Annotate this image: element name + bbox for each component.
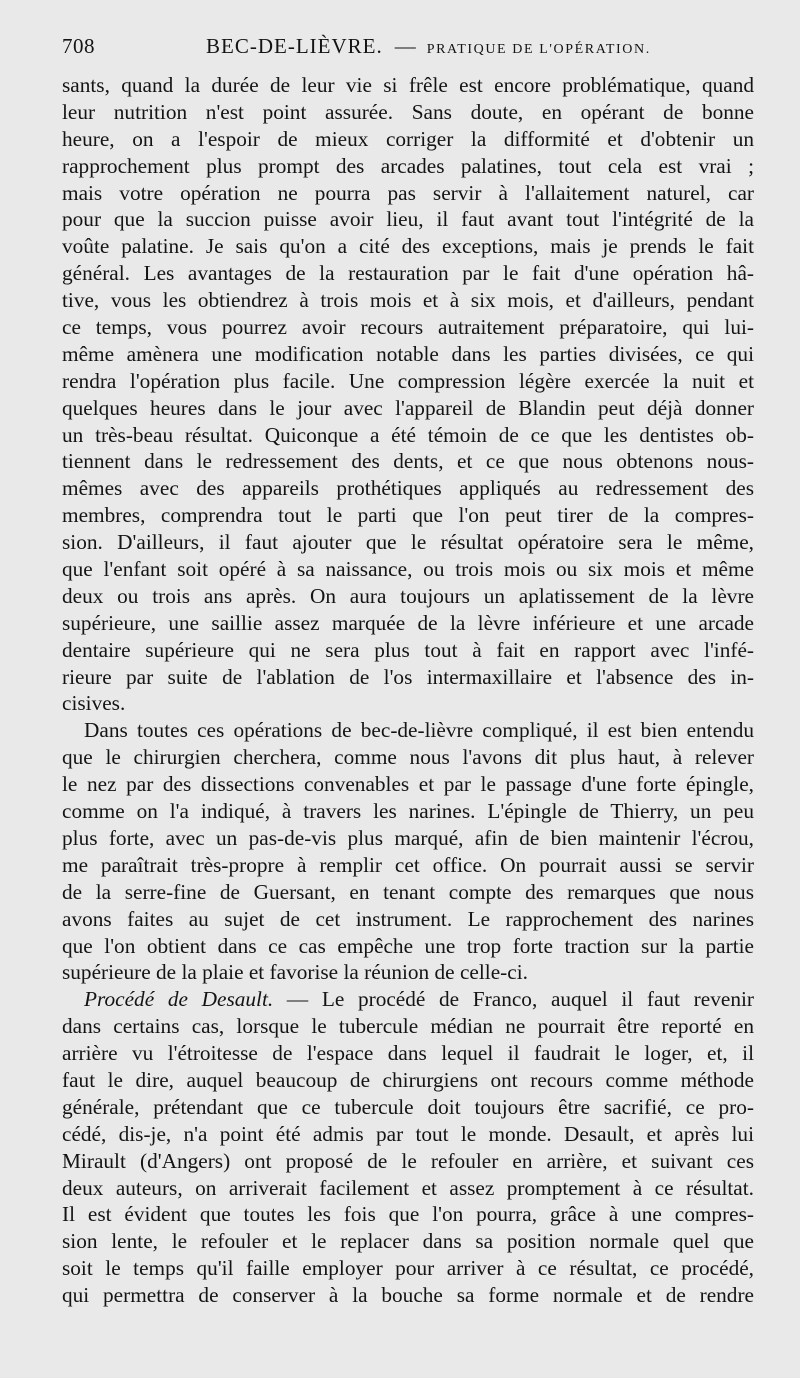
text-line: comme on l'a indiqué, à travers les narines. L'épingle de Thierry, un peu	[62, 799, 754, 824]
text-line: arrière vu l'étroitesse de l'espace dans lequel il faudrait le loger, et, il	[62, 1041, 754, 1066]
text-line: faut le dire, auquel beaucoup de chirurgiens ont recours comme méthode	[62, 1067, 754, 1092]
running-header	[62, 34, 754, 64]
text-line: sion. D'ailleurs, il faut ajouter que le résultat opératoire sera le même,	[62, 530, 754, 555]
text-line: supérieure, une saillie assez marquée de la lèvre inférieure et une arcade	[62, 610, 754, 635]
text-line: rendra l'opération plus facile. Une compression légère exercée la nuit et	[62, 368, 754, 393]
text-line: tiennent dans le redressement des dents, et ce que nous obtenons nous-	[62, 449, 754, 474]
text-line: un très-beau résultat. Quiconque a été témoin de ce que les dentistes ob-	[62, 422, 754, 447]
text-line: Dans toutes ces opérations de bec-de-lièvre compliqué, il est bien entendu	[84, 718, 754, 743]
text-line: même amènera une modification notable dans les parties divisées, ce qui	[62, 341, 754, 366]
text-line: me paraîtrait très-propre à remplir cet office. On pourrait aussi se servir	[62, 852, 754, 877]
text-line: mêmes avec des appareils prothétiques appliqués au redressement des	[62, 476, 754, 501]
text-line: cisives.	[62, 691, 126, 716]
text-line: leur nutrition n'est point assurée. Sans doute, en opérant de bonne	[62, 99, 754, 124]
text-line: dentaire supérieure qui ne sera plus tout à fait en rapport avec l'infé-	[62, 637, 754, 662]
text-line: mais votre opération ne pourra pas servir à l'allaitement naturel, car	[62, 180, 754, 205]
text-line: rieure par suite de l'ablation de l'os intermaxillaire et l'absence des in-	[62, 664, 754, 689]
text-line: de la serre-fine de Guersant, en tenant compte des remarques que nous	[62, 879, 754, 904]
text-line: générale, prétendant que ce tubercule doit toujours être sacrifié, ce pro-	[62, 1094, 754, 1119]
text-line: deux auteurs, on arriverait facilement et assez promptement à ce résultat.	[62, 1175, 754, 1200]
body-text	[62, 72, 754, 1309]
section-heading: Procédé de Desault.	[84, 987, 274, 1012]
text-line: membres, comprendra tout le parti que l'on peut tirer de la compres-	[62, 503, 754, 528]
text-line: dans certains cas, lorsque le tubercule médian ne pourrait être reporté en	[62, 1014, 754, 1039]
text-line: général. Les avantages de la restauration par le fait d'une opération hâ-	[62, 261, 754, 286]
running-title-subtitle: PRATIQUE DE L'OPÉRATION.	[426, 42, 651, 57]
running-title-main: BEC-DE-LIÈVRE.	[206, 34, 383, 58]
text-line: soit le temps qu'il faille employer pour arriver à ce résultat, ce procédé,	[62, 1256, 754, 1281]
text-line: que l'enfant soit opéré à sa naissance, ou trois mois ou six mois et même	[62, 557, 754, 582]
text-line: sion lente, le refouler et le replacer dans sa position normale quel que	[62, 1229, 754, 1254]
running-title	[206, 34, 651, 59]
text-line: pour que la succion puisse avoir lieu, il faut avant tout l'intégrité de la	[62, 207, 754, 232]
text-line: voûte palatine. Je sais qu'on a cité des exceptions, mais je prends le fait	[62, 234, 754, 259]
text-line: supérieure de la plaie et favorise la réunion de celle-ci.	[62, 960, 528, 985]
text-line: qui permettra de conserver à la bouche sa forme normale et de rendre	[62, 1283, 754, 1308]
text-line: Il est évident que toutes les fois que l'on pourra, grâce à une compres-	[62, 1202, 754, 1227]
text-line: heure, on a l'espoir de mieux corriger la difformité et d'obtenir un	[62, 126, 754, 151]
running-title-separator: —	[394, 34, 417, 58]
text-line: quelques heures dans le jour avec l'appareil de Blandin peut déjà donner	[62, 395, 754, 420]
text-line	[62, 986, 754, 1013]
text-line: cédé, dis-je, n'a point été admis par tout le monde. Desault, et après lui	[62, 1121, 754, 1146]
text-line: plus forte, avec un pas-de-vis plus marqué, afin de bien maintenir l'écrou,	[62, 825, 754, 850]
text-line: Mirault (d'Angers) ont proposé de le refouler en arrière, et suivant ces	[62, 1148, 754, 1173]
text-line: le nez par des dissections convenables et par le passage d'une forte épingle,	[62, 772, 754, 797]
text-line: que l'on obtient dans ce cas empêche une trop forte traction sur la partie	[62, 933, 754, 958]
text-line-content: — Le procédé de Franco, auquel il faut revenir	[273, 987, 754, 1012]
text-line: tive, vous les obtiendrez à trois mois et à six mois, et d'ailleurs, pendant	[62, 288, 754, 313]
text-line: sants, quand la durée de leur vie si frêle est encore problématique, quand	[62, 73, 754, 97]
text-line: que le chirurgien cherchera, comme nous l'avons dit plus haut, à relever	[62, 745, 754, 770]
text-line: ce temps, vous pourrez avoir recours autraitement préparatoire, qui lui-	[62, 315, 754, 340]
text-line: avons faites au sujet de cet instrument. Le rapprochement des narines	[62, 906, 754, 931]
text-line: rapprochement plus prompt des arcades palatines, tout cela est vrai ;	[62, 153, 754, 178]
page-number: 708	[62, 34, 95, 58]
text-line: deux ou trois ans après. On aura toujours un aplatissement de la lèvre	[62, 583, 754, 608]
